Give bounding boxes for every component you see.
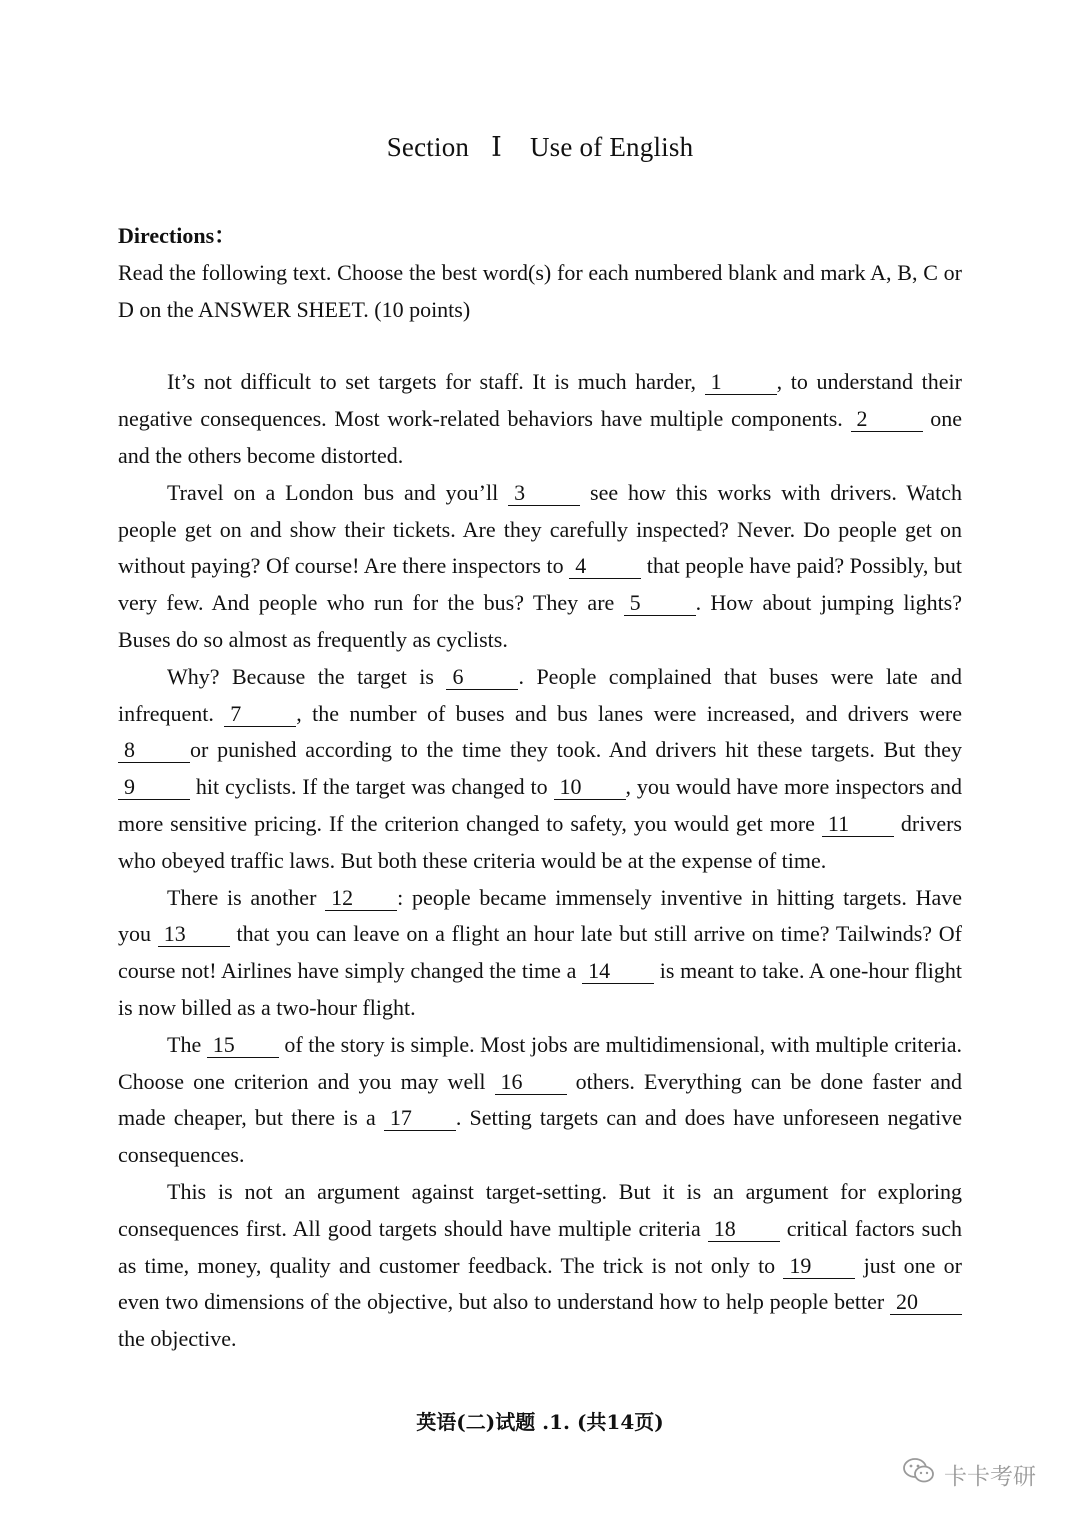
passage-paragraph [118,1174,962,1358]
section-numeral: Ⅰ [491,132,502,162]
watermark-text: 卡卡考研 [944,1463,1036,1490]
answer-blank: 12 [325,886,397,911]
passage-text: , the number of buses and bus lanes were increased, and drivers were [296,700,962,726]
section-label: Section [386,132,470,162]
passage [118,364,962,1358]
passage-text: . People complained that buses were late and infrequent. [118,663,962,726]
passage-text: see how this works with drivers. Watch people get on and show their tickets. Are they carefully inspected? Never. Do people get on without paying? Of course! Are there inspectors to [118,479,962,579]
section-name: Use of English [529,132,694,162]
answer-blank: 13 [158,922,230,947]
wechat-icon [902,1456,936,1492]
answer-blank: 4 [569,554,641,579]
answer-blank: 9 [118,775,190,800]
passage-text: that people have paid? Possibly, but very few. And people who run for the bus? They are [118,553,962,616]
answer-blank: 15 [207,1033,279,1058]
passage-text: There is another [167,884,326,910]
answer-blank: 14 [582,959,654,984]
answer-blank: 20 [890,1290,962,1315]
passage-text: , to understand their negative consequences. Most work-related behaviors have multiple components. [118,369,962,432]
answer-blank: 17 [384,1106,456,1131]
answer-blank: 19 [783,1254,855,1279]
passage-text: or punished according to the time they took. And drivers hit these targets. But they [190,737,962,763]
passage-text: . How about jumping lights? Buses do so almost as frequently as cyclists. [118,590,963,652]
passage-text: This is not an argument against target-setting. But it is an argument for exploring consequences first. All good targets should have multiple criteria [118,1178,962,1241]
passage-text: It’s not difficult to set targets for staff. It is much harder, [167,369,705,395]
answer-blank: 7 [224,702,296,727]
passage-paragraph [118,364,962,474]
passage-text: . Setting targets can and does have unforeseen negative consequences. [118,1105,962,1168]
passage-text: critical factors such as time, money, quality and customer feedback. The trick is not only to [118,1215,962,1278]
answer-blank: 6 [446,665,518,690]
answer-blank: 11 [822,812,894,837]
answer-blank: 1 [705,370,777,395]
passage-text: is meant to take. A one-hour flight is now billed as a two-hour flight. [118,958,963,1020]
passage-text: Why? Because the target is [167,663,447,689]
answer-blank: 3 [508,481,580,506]
passage-text: The [167,1031,207,1057]
passage-paragraph [118,880,962,1027]
passage-text: the objective. [118,1326,237,1352]
page-footer: 英语(二)试题 .1. (共14页) [416,1410,664,1434]
watermark [902,1456,1036,1492]
passage-text: drivers who obeyed traffic laws. But both these criteria would be at the expense of time. [118,810,962,873]
passage-text: Travel on a London bus and you’ll [167,479,509,505]
answer-blank: 2 [851,407,923,432]
answer-blank: 5 [624,591,696,616]
passage-paragraph [118,659,962,880]
answer-blank: 8 [118,738,190,763]
passage-text: of the story is simple. Most jobs are multidimensional, with multiple criteria. Choose one criterion and you may well [118,1031,963,1094]
passage-paragraph [118,1027,962,1174]
passage-text: , you would have more inspectors and more sensitive pricing. If the criterion changed to safety, you would get more [118,774,963,836]
passage-text: one and the others become distorted. [118,406,962,468]
directions-text: Read the following text. Choose the best word(s) for each numbered blank and mark A, B, C or D on the ANSWER SHEET. (10 points) [118,259,962,322]
passage-text: hit cyclists. If the target was changed to [190,774,554,800]
directions-heading: Directions： [118,223,237,248]
passage-text: just one or even two dimensions of the objective, but also to understand how to help people better [118,1252,962,1315]
passage-text: that you can leave on a flight an hour late but still arrive on time? Tailwinds? Of course not! Airlines have simply changed the time a [118,921,962,984]
passage-text: others. Everything can be done faster and made cheaper, but there is a [118,1068,962,1131]
passage-text: : people became immensely inventive in hitting targets. Have you [118,884,962,947]
answer-blank: 18 [708,1217,780,1242]
answer-blank: 16 [495,1070,567,1095]
page-title [0,132,1080,163]
exam-content [118,218,962,1358]
passage-paragraph [118,475,962,659]
answer-blank: 10 [554,775,626,800]
